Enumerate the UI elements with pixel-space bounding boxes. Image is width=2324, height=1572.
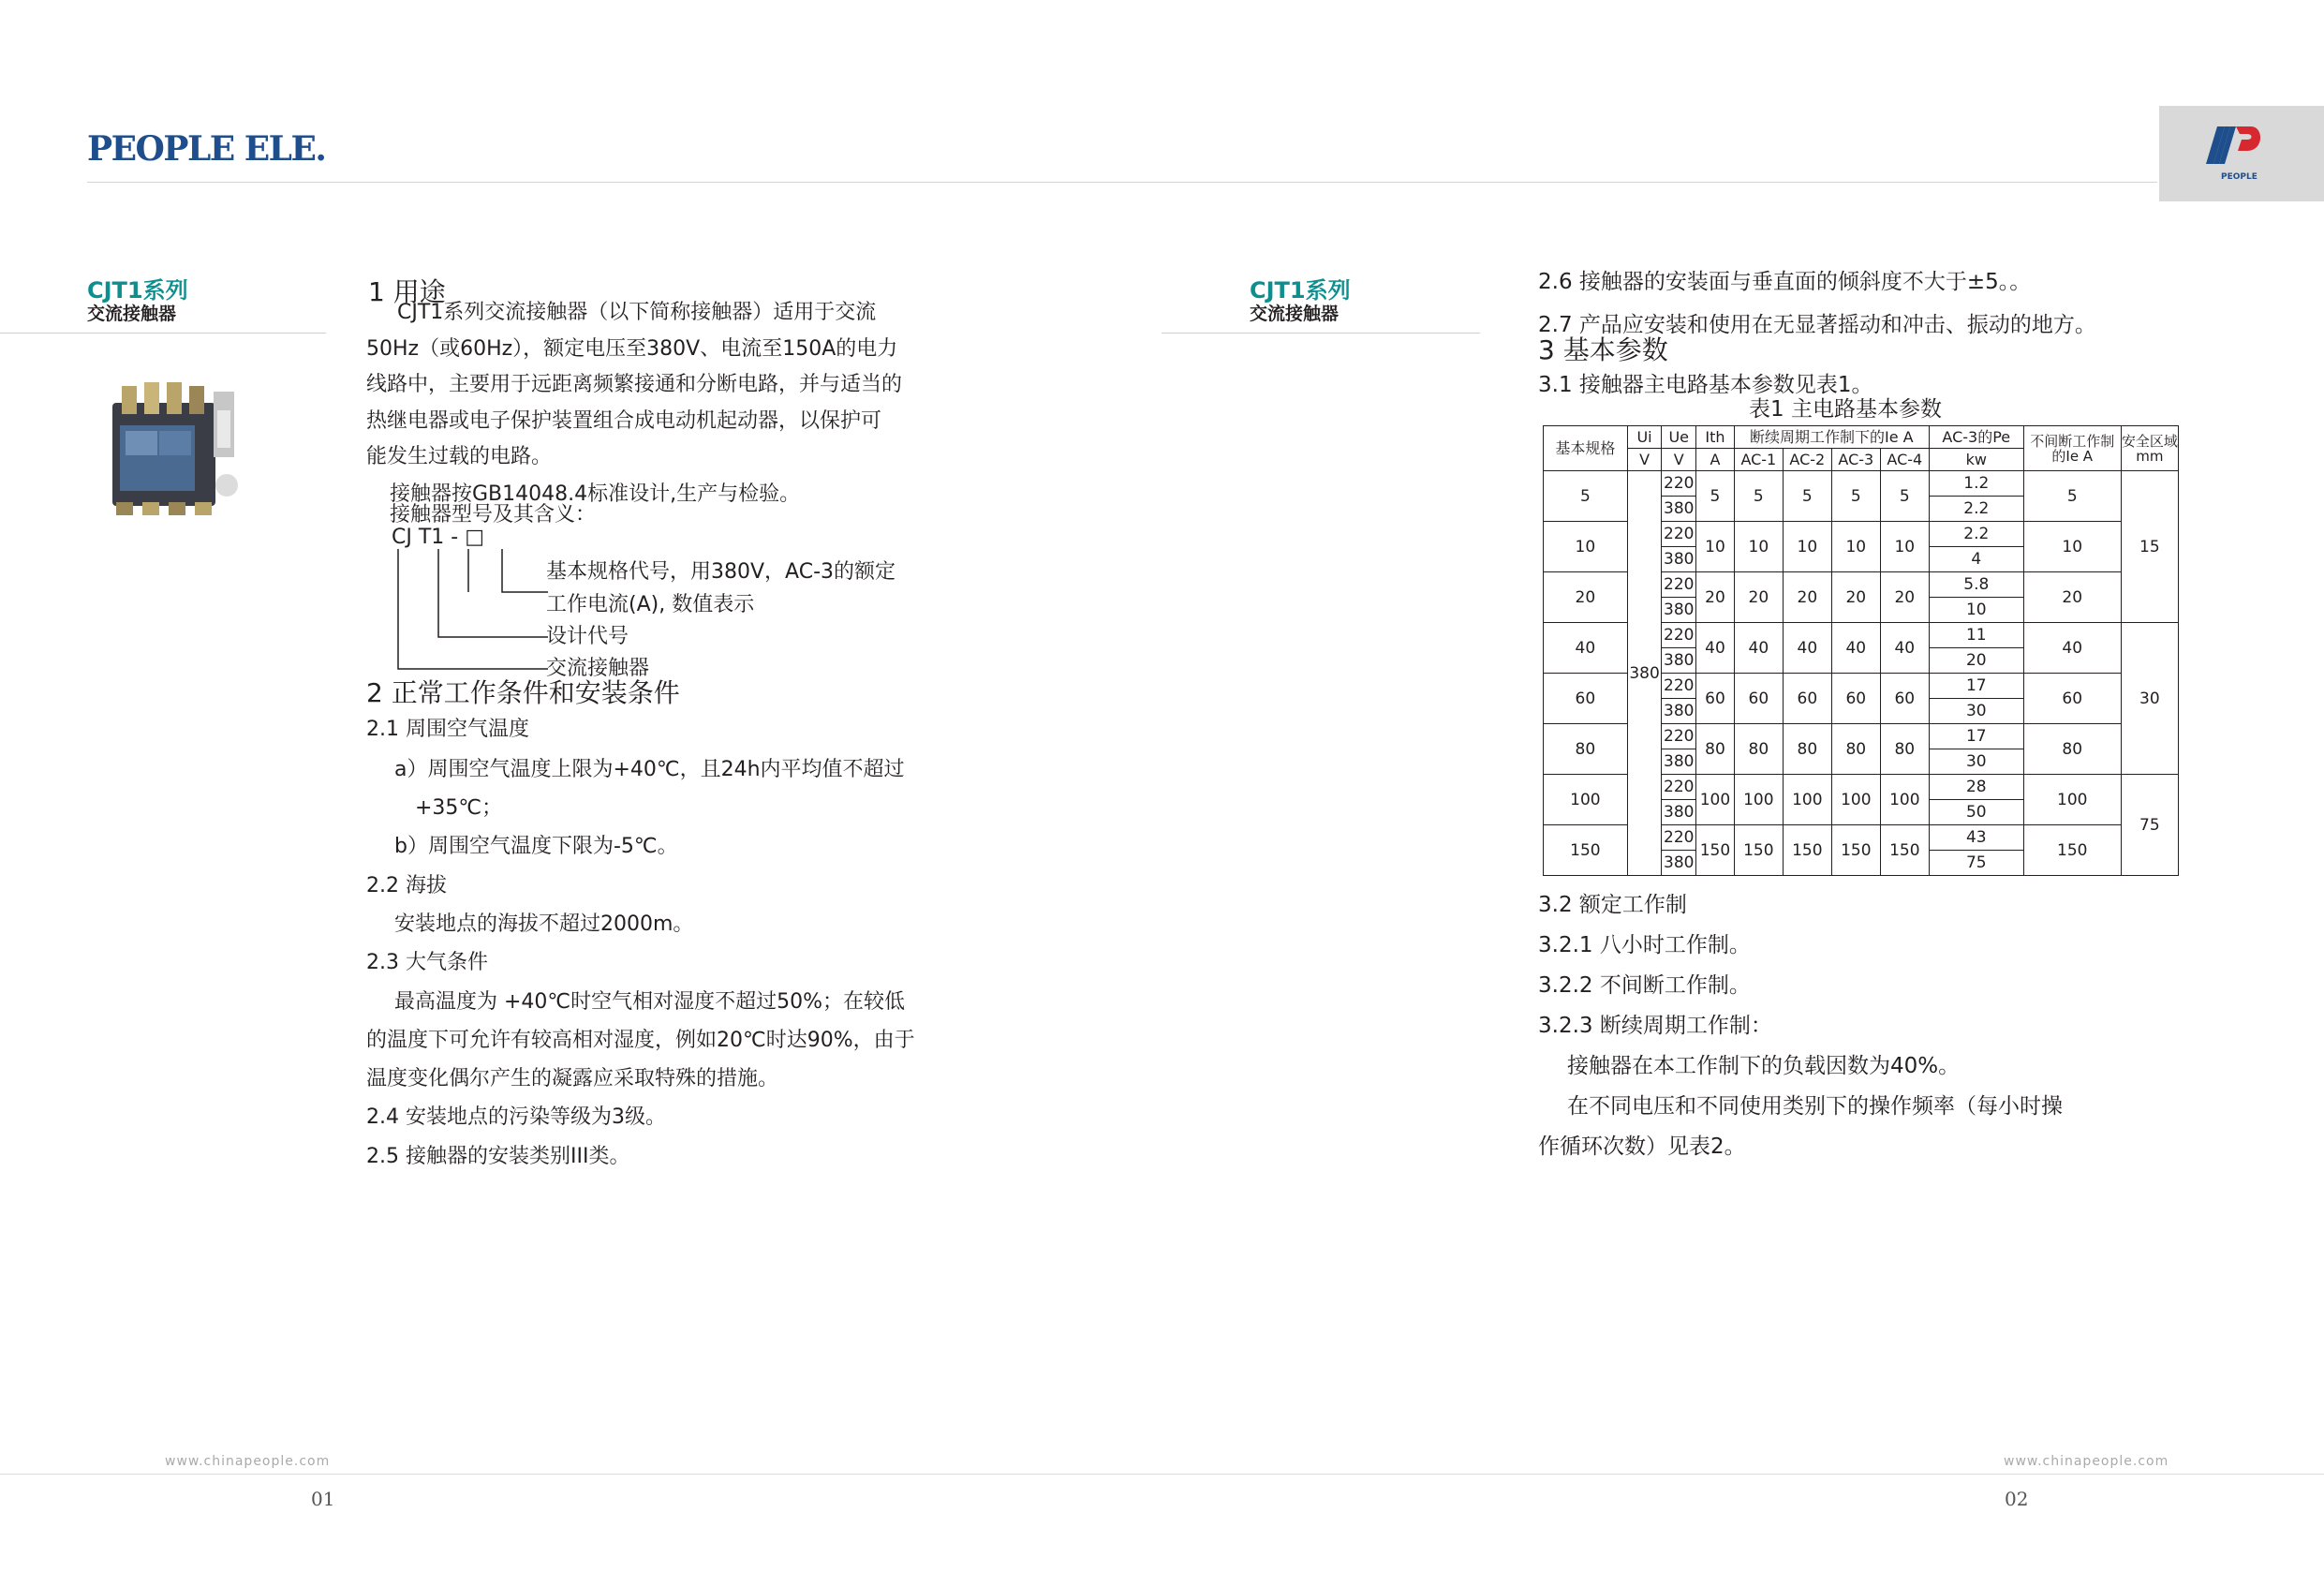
cell-ue: 220: [1662, 674, 1696, 699]
cell-ue: 380: [1662, 800, 1696, 825]
col-header-ui: Ui: [1627, 426, 1662, 449]
section-2-3-line-1: 最高温度为 +40℃时空气相对湿度不超过50%；在较低: [394, 990, 906, 1014]
section-3-2-3-b: 在不同电压和不同使用类别下的操作频率（每小时操: [1567, 1094, 2063, 1119]
cell-ac1: 80: [1734, 724, 1783, 775]
section-3-2-3-c: 作循环次数）见表2。: [1538, 1135, 1746, 1159]
section-3-2-3-a: 接触器在本工作制下的负载因数为40%。: [1567, 1054, 1961, 1078]
cell-pe: 4: [1929, 547, 2023, 572]
cell-zone: 75: [2121, 775, 2178, 876]
col-header-ith: Ith: [1696, 426, 1735, 449]
section-3-2-3: 3.2.3 断续周期工作制：: [1538, 1014, 1772, 1038]
cell-spec: 20: [1544, 572, 1628, 623]
cell-ac1: 10: [1734, 522, 1783, 572]
cell-ac2: 60: [1783, 674, 1831, 724]
para-1-line-1: CJT1系列交流接触器（以下简称接触器）适用于交流: [397, 301, 877, 324]
cell-ac4: 100: [1880, 775, 1929, 825]
footer-url-left: www.chinapeople.com: [165, 1454, 331, 1469]
main-circuit-params-table: [1543, 425, 2179, 876]
people-logo-icon: [2197, 123, 2272, 185]
col-header-ue: Ue: [1662, 426, 1696, 449]
cell-ac4: 5: [1880, 471, 1929, 522]
cell-ac3: 80: [1831, 724, 1880, 775]
model-code: CJ T1 - □: [392, 526, 484, 549]
footer-url-right: www.chinapeople.com: [2004, 1454, 2169, 1469]
section-3-1: 3.1 接触器主电路基本参数见表1。: [1538, 373, 1873, 397]
para-1-line-5: 能发生过载的电路。: [366, 445, 553, 468]
cell-ui: 380: [1627, 471, 1662, 876]
series-title-right: CJT1系列: [1250, 277, 1351, 304]
page-number-left: 01: [311, 1488, 335, 1510]
para-1-line-2: 50Hz（或60Hz），额定电压至380V、电流至150A的电力: [366, 337, 898, 361]
cell-zone: 15: [2121, 471, 2178, 623]
cell-ue: 380: [1662, 749, 1696, 775]
cell-ue: 220: [1662, 572, 1696, 598]
logo-caption: PEOPLE: [2221, 172, 2257, 182]
col-header-ac1: AC-1: [1734, 449, 1783, 471]
cell-cont: 80: [2023, 724, 2121, 775]
cell-ith: 100: [1696, 775, 1735, 825]
series-subtitle-right: 交流接触器: [1250, 304, 1340, 324]
section-2-3-line-3: 温度变化偶尔产生的凝露应采取特殊的措施。: [366, 1067, 779, 1090]
cell-ue: 220: [1662, 775, 1696, 800]
cell-pe: 2.2: [1929, 522, 2023, 547]
section-2-1-a-cont: +35℃；: [415, 796, 503, 820]
cell-ac3: 100: [1831, 775, 1880, 825]
para-1-line-3: 线路中，主要用于远距离频繁接通和分断电路，并与适当的: [366, 373, 903, 396]
cell-ac3: 20: [1831, 572, 1880, 623]
model-diagram-lines: [393, 547, 553, 671]
col-header-zone: 安全区域mm: [2121, 426, 2178, 471]
section-divider-right: [1162, 333, 1480, 334]
cell-pe: 28: [1929, 775, 2023, 800]
cell-ac4: 20: [1880, 572, 1929, 623]
cell-ue: 380: [1662, 648, 1696, 674]
cell-ue: 380: [1662, 598, 1696, 623]
cell-ac1: 150: [1734, 825, 1783, 876]
cell-ac1: 100: [1734, 775, 1783, 825]
cell-ac4: 150: [1880, 825, 1929, 876]
section-2-2: 2.2 海拔: [366, 874, 447, 897]
cell-ac2: 80: [1783, 724, 1831, 775]
model-label-3: 设计代号: [546, 625, 629, 648]
contactor-product-image: [105, 373, 245, 523]
series-title: CJT1系列: [87, 277, 188, 304]
cell-ac3: 5: [1831, 471, 1880, 522]
cell-ue: 220: [1662, 724, 1696, 749]
cell-ac2: 100: [1783, 775, 1831, 825]
section-2-6: 2.6 接触器的安装面与垂直面的倾斜度不大于±5。。: [1538, 270, 2032, 294]
cell-ith: 80: [1696, 724, 1735, 775]
cell-cont: 5: [2023, 471, 2121, 522]
cell-ue: 220: [1662, 471, 1696, 497]
col-header-ac3: AC-3: [1831, 449, 1880, 471]
table-title: 表1 主电路基本参数: [1749, 397, 1942, 422]
cell-spec: 150: [1544, 825, 1628, 876]
col-header-pe: AC-3的Pe: [1929, 426, 2023, 449]
header-divider: [87, 182, 2157, 183]
cell-pe: 30: [1929, 699, 2023, 724]
heading-3: 3 基本参数: [1538, 334, 1668, 365]
cell-pe: 50: [1929, 800, 2023, 825]
cell-ac2: 150: [1783, 825, 1831, 876]
cell-ac2: 40: [1783, 623, 1831, 674]
cell-ac4: 60: [1880, 674, 1929, 724]
cell-ac2: 20: [1783, 572, 1831, 623]
cell-ac3: 40: [1831, 623, 1880, 674]
cell-ac4: 40: [1880, 623, 1929, 674]
section-divider: [0, 333, 326, 334]
cell-cont: 150: [2023, 825, 2121, 876]
brand-logo-badge: [2159, 106, 2324, 201]
cell-ac3: 150: [1831, 825, 1880, 876]
section-2-3: 2.3 大气条件: [366, 951, 488, 974]
col-header-ac2: AC-2: [1783, 449, 1831, 471]
para-1-line-4: 热继电器或电子保护装置组合成电动机起动器，以保护可: [366, 409, 882, 433]
section-2-1: 2.1 周围空气温度: [366, 718, 529, 741]
cell-ac2: 10: [1783, 522, 1831, 572]
cell-ac1: 5: [1734, 471, 1783, 522]
section-2-3-line-2: 的温度下可允许有较高相对湿度，例如20℃时达90%，由于: [366, 1029, 915, 1052]
cell-cont: 40: [2023, 623, 2121, 674]
col-header-group: 断续周期工作制下的Ie A: [1734, 426, 1929, 449]
col-header-ue-unit: V: [1662, 449, 1696, 471]
section-2-7: 2.7 产品应安装和使用在无显著摇动和冲击、振动的地方。: [1538, 313, 2096, 337]
standard-note: 接触器按GB14048.4标准设计,生产与检验。: [390, 482, 801, 506]
cell-ac4: 10: [1880, 522, 1929, 572]
col-header-ui-unit: V: [1627, 449, 1662, 471]
cell-cont: 20: [2023, 572, 2121, 623]
cell-ac2: 5: [1783, 471, 1831, 522]
cell-cont: 10: [2023, 522, 2121, 572]
table-row: [1544, 471, 2179, 497]
model-label-4: 交流接触器: [546, 657, 650, 680]
cell-pe: 17: [1929, 724, 2023, 749]
cell-pe: 43: [1929, 825, 2023, 851]
cell-ac1: 20: [1734, 572, 1783, 623]
cell-pe: 10: [1929, 598, 2023, 623]
cell-ith: 20: [1696, 572, 1735, 623]
heading-1: 1 用途: [368, 276, 446, 307]
cell-pe: 75: [1929, 851, 2023, 876]
model-title: 接触器型号及其含义：: [390, 503, 597, 526]
page-number-right: 02: [2005, 1488, 2029, 1510]
cell-ue: 220: [1662, 623, 1696, 648]
cell-ac1: 40: [1734, 623, 1783, 674]
section-2-2-text: 安装地点的海拔不超过2000m。: [394, 912, 694, 936]
brand-logo-text: PEOPLE ELE.: [87, 129, 326, 169]
col-header-cont: 不间断工作制的Ie A: [2023, 426, 2121, 471]
cell-pe: 11: [1929, 623, 2023, 648]
cell-pe: 5.8: [1929, 572, 2023, 598]
cell-spec: 60: [1544, 674, 1628, 724]
cell-ue: 220: [1662, 522, 1696, 547]
cell-ue: 380: [1662, 851, 1696, 876]
col-header-spec: 基本规格: [1544, 426, 1628, 471]
section-3-2-1: 3.2.1 八小时工作制。: [1538, 933, 1751, 957]
cell-ue: 220: [1662, 825, 1696, 851]
cell-spec: 5: [1544, 471, 1628, 522]
cell-ith: 40: [1696, 623, 1735, 674]
section-2-1-a: a）周围空气温度上限为+40℃，且24h内平均值不超过: [394, 758, 905, 781]
cell-ac4: 80: [1880, 724, 1929, 775]
cell-pe: 20: [1929, 648, 2023, 674]
cell-spec: 100: [1544, 775, 1628, 825]
cell-ith: 5: [1696, 471, 1735, 522]
section-2-4: 2.4 安装地点的污染等级为3级。: [366, 1105, 666, 1129]
cell-ith: 10: [1696, 522, 1735, 572]
heading-2: 2 正常工作条件和安装条件: [366, 677, 680, 708]
series-subtitle: 交流接触器: [87, 304, 177, 324]
cell-zone: 30: [2121, 623, 2178, 775]
col-header-pe-unit: kw: [1929, 449, 2023, 471]
col-header-ith-unit: A: [1696, 449, 1735, 471]
cell-pe: 2.2: [1929, 497, 2023, 522]
footer-divider: [0, 1474, 2324, 1475]
cell-cont: 60: [2023, 674, 2121, 724]
cell-spec: 80: [1544, 724, 1628, 775]
cell-ith: 150: [1696, 825, 1735, 876]
cell-spec: 40: [1544, 623, 1628, 674]
cell-ac3: 10: [1831, 522, 1880, 572]
section-2-5: 2.5 接触器的安装类别III类。: [366, 1145, 630, 1168]
section-3-2-2: 3.2.2 不间断工作制。: [1538, 973, 1751, 998]
cell-ue: 380: [1662, 547, 1696, 572]
cell-ue: 380: [1662, 497, 1696, 522]
cell-ac1: 60: [1734, 674, 1783, 724]
cell-ue: 380: [1662, 699, 1696, 724]
cell-pe: 17: [1929, 674, 2023, 699]
cell-pe: 1.2: [1929, 471, 2023, 497]
model-label-1: 基本规格代号，用380V，AC-3的额定: [546, 560, 896, 584]
cell-ac3: 60: [1831, 674, 1880, 724]
model-label-2: 工作电流(A), 数值表示: [546, 593, 755, 616]
cell-pe: 30: [1929, 749, 2023, 775]
section-2-1-b: b）周围空气温度下限为-5℃。: [394, 835, 678, 858]
cell-ith: 60: [1696, 674, 1735, 724]
section-3-2: 3.2 额定工作制: [1538, 893, 1687, 917]
cell-cont: 100: [2023, 775, 2121, 825]
col-header-ac4: AC-4: [1880, 449, 1929, 471]
cell-spec: 10: [1544, 522, 1628, 572]
